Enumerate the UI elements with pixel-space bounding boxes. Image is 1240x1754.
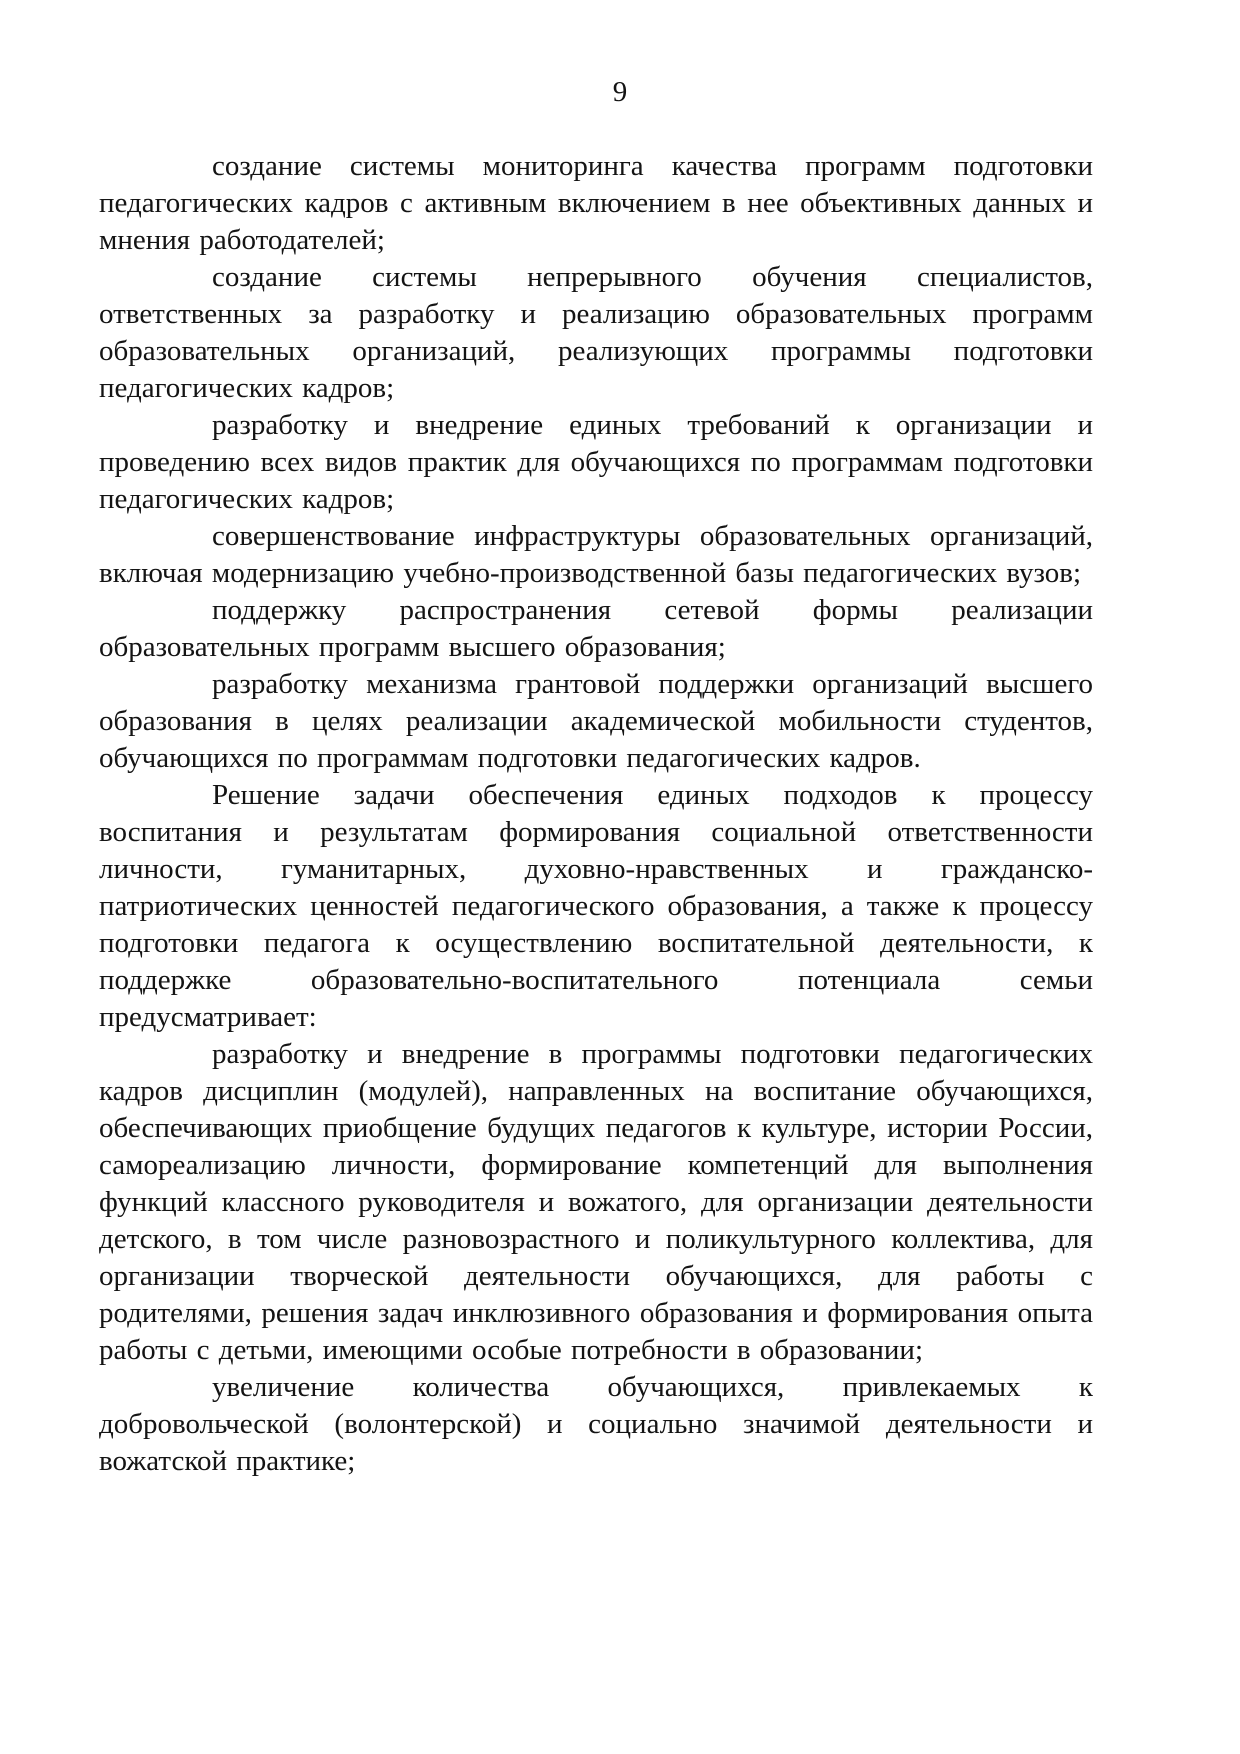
paragraph-volunteer-activity-increase: увеличение количества обучающихся, привлекаемых к добровольческой (волонтерской) и социально значимой деятельности и вожатской практике; <box>99 1371 1093 1477</box>
paragraph-monitoring-system: создание системы мониторинга качества программ подготовки педагогических кадров с активным включением в нее объективных данных и мнения работодателей; <box>99 150 1093 256</box>
paragraph-grant-support-mechanism: разработку механизма грантовой поддержки организаций высшего образования в целях реализации академической мобильности студентов, обучающихся по программам подготовки педагогических кадров. <box>99 668 1093 774</box>
paragraph-unified-practice-requirements: разработку и внедрение единых требований к организации и проведению всех видов практик для обучающихся по программам подготовки педагогических кадров; <box>99 409 1093 515</box>
document-body <box>99 148 1093 1480</box>
paragraph-continuous-training-system: создание системы непрерывного обучения специалистов, ответственных за разработку и реализацию образовательных программ образовательных организаций, реализующих программы подготовки педагогических кадров; <box>99 261 1093 404</box>
paragraph-unified-upbringing-approaches: Решение задачи обеспечения единых подходов к процессу воспитания и результатам формирования социальной ответственности личности, гуманитарных, духовно-нравственных и гражданско-патриотических ценностей педагогического образования, а также к процессу подготовки педагога к осуществлению воспитательной деятельности, к поддержке образовательно-воспитательного потенциала семьи предусматривает: <box>99 779 1093 1033</box>
paragraph-infrastructure-improvement: совершенствование инфраструктуры образовательных организаций, включая модернизацию учебно-производственной базы педагогических вузов; <box>99 520 1093 589</box>
paragraph-network-form-support: поддержку распространения сетевой формы реализации образовательных программ высшего образования; <box>99 594 1093 663</box>
page-number: 9 <box>612 76 628 108</box>
paragraph-curriculum-modules: разработку и внедрение в программы подготовки педагогических кадров дисциплин (модулей), направленных на воспитание обучающихся, обеспечивающих приобщение будущих педагогов к культуре, истории России, самореализацию личности, формирование компетенций для выполнения функций классного руководителя и вожатого, для организации деятельности детского, в том числе разновозрастного и поликультурного коллектива, для организации творческой деятельности обучающихся, для работы с родителями, решения задач инклюзивного образования и формирования опыта работы с детьми, имеющими особые потребности в образовании; <box>99 1038 1093 1366</box>
